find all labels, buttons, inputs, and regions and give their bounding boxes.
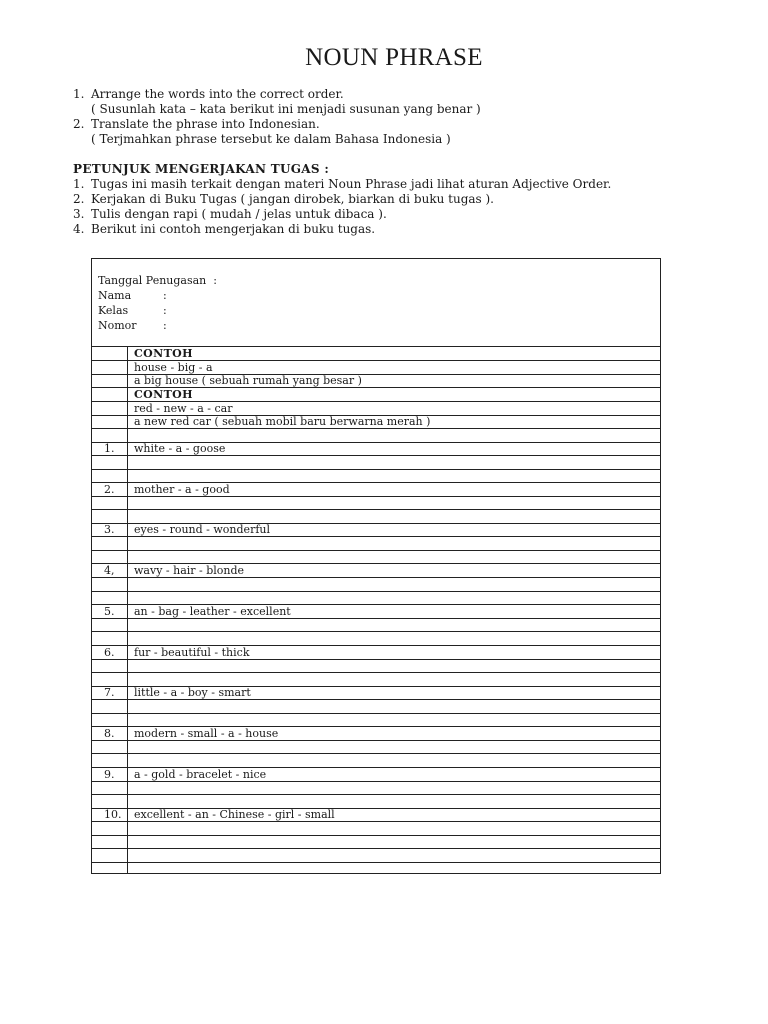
row-line bbox=[92, 699, 660, 700]
row-line bbox=[92, 550, 660, 551]
petunjuk-item bbox=[73, 192, 611, 207]
petunjuk-text: Berikut ini contoh mengerjakan di buku tugas. bbox=[91, 222, 376, 236]
instruction-subtext: ( Terjmahkan phrase tersebut ke dalam Bahasa Indonesia ) bbox=[91, 132, 451, 146]
exercise-number: 9. bbox=[104, 767, 115, 781]
student-info bbox=[98, 273, 217, 333]
row-line bbox=[92, 862, 660, 863]
row-line bbox=[92, 794, 660, 795]
petunjuk-number: 3. bbox=[73, 207, 85, 221]
exercise-number: 2. bbox=[104, 482, 115, 496]
name-line bbox=[98, 288, 217, 303]
petunjuk-heading: PETUNJUK MENGERJAKAN TUGAS : bbox=[73, 162, 330, 176]
exercise-words: modern - small - a - house bbox=[134, 726, 279, 740]
petunjuk-number: 2. bbox=[73, 192, 85, 206]
instruction-text: Arrange the words into the correct order. bbox=[91, 87, 344, 101]
petunjuk-item bbox=[73, 222, 611, 237]
exercise-words: fur - beautiful - thick bbox=[134, 645, 250, 659]
exercise-number: 1. bbox=[104, 442, 115, 455]
row-line bbox=[92, 509, 660, 510]
exercise-number: 4, bbox=[104, 564, 115, 578]
row-line bbox=[92, 631, 660, 632]
row-line bbox=[92, 496, 660, 497]
class-line bbox=[98, 303, 217, 318]
instruction-item bbox=[73, 87, 481, 102]
example-words: red - new - a - car bbox=[134, 401, 233, 415]
name-colon: : bbox=[163, 289, 167, 302]
exercise-number: 3. bbox=[104, 523, 115, 537]
row-line bbox=[92, 577, 660, 578]
row-line bbox=[92, 618, 660, 619]
row-line bbox=[92, 659, 660, 660]
row-line bbox=[92, 672, 660, 673]
task-table bbox=[91, 258, 661, 874]
instructions bbox=[73, 87, 481, 147]
row-line bbox=[92, 428, 660, 429]
exercise-words: mother - a - good bbox=[134, 482, 230, 496]
exercise-words: excellent - an - Chinese - girl - small bbox=[134, 808, 335, 822]
row-line bbox=[92, 740, 660, 741]
exercise-words: little - a - boy - smart bbox=[134, 686, 251, 700]
number-line bbox=[98, 318, 217, 333]
petunjuk-text: Tugas ini masih terkait dengan materi Noun Phrase jadi lihat aturan Adjective Order. bbox=[91, 177, 612, 191]
instruction-number: 1. bbox=[73, 87, 85, 101]
date-label: Tanggal Penugasan bbox=[98, 274, 207, 287]
example-answer: a big house ( sebuah rumah yang besar ) bbox=[134, 374, 362, 388]
row-line bbox=[92, 835, 660, 836]
example-heading: CONTOH bbox=[134, 388, 193, 401]
exercise-words: wavy - hair - blonde bbox=[134, 564, 245, 578]
example-words: house - big - a bbox=[134, 360, 213, 374]
row-line bbox=[92, 469, 660, 470]
petunjuk-text: Kerjakan di Buku Tugas ( jangan dirobek, biarkan di buku tugas ). bbox=[91, 192, 494, 206]
date-colon: : bbox=[213, 274, 217, 287]
exercise-number: 5. bbox=[104, 604, 115, 618]
exercise-words: eyes - round - wonderful bbox=[134, 523, 270, 537]
exercise-number: 10. bbox=[104, 808, 122, 822]
name-label: Nama bbox=[98, 289, 132, 302]
petunjuk-section bbox=[73, 162, 611, 237]
example-heading: CONTOH bbox=[134, 347, 193, 360]
row-line bbox=[92, 591, 660, 592]
class-colon: : bbox=[163, 304, 167, 317]
exercise-number: 6. bbox=[104, 645, 115, 659]
petunjuk-number: 4. bbox=[73, 222, 85, 236]
exercise-words: white - a - goose bbox=[134, 442, 226, 455]
instruction-subtext: ( Susunlah kata – kata berikut ini menjadi susunan yang benar ) bbox=[91, 102, 481, 116]
row-line bbox=[92, 781, 660, 782]
instruction-item bbox=[73, 117, 481, 132]
exercise-number: 8. bbox=[104, 726, 115, 740]
example-answer: a new red car ( sebuah mobil baru berwarna merah ) bbox=[134, 415, 431, 429]
row-line bbox=[92, 821, 660, 822]
exercise-words: an - bag - leather - excellent bbox=[134, 604, 291, 618]
row-line bbox=[92, 713, 660, 714]
row-line bbox=[92, 753, 660, 754]
exercise-words: a - gold - bracelet - nice bbox=[134, 767, 267, 781]
petunjuk-text: Tulis dengan rapi ( mudah / jelas untuk dibaca ). bbox=[91, 207, 387, 221]
row-line bbox=[92, 536, 660, 537]
row-line bbox=[92, 455, 660, 456]
row-line bbox=[92, 848, 660, 849]
instruction-number: 2. bbox=[73, 117, 85, 131]
number-colon: : bbox=[163, 319, 167, 332]
date-line bbox=[98, 273, 217, 288]
class-label: Kelas bbox=[98, 304, 129, 317]
petunjuk-item bbox=[73, 207, 611, 222]
page-title: NOUN PHRASE bbox=[305, 44, 483, 71]
instruction-text: Translate the phrase into Indonesian. bbox=[91, 117, 320, 131]
exercise-number: 7. bbox=[104, 686, 115, 700]
number-label: Nomor bbox=[98, 319, 137, 332]
petunjuk-number: 1. bbox=[73, 177, 85, 191]
petunjuk-item bbox=[73, 177, 611, 192]
